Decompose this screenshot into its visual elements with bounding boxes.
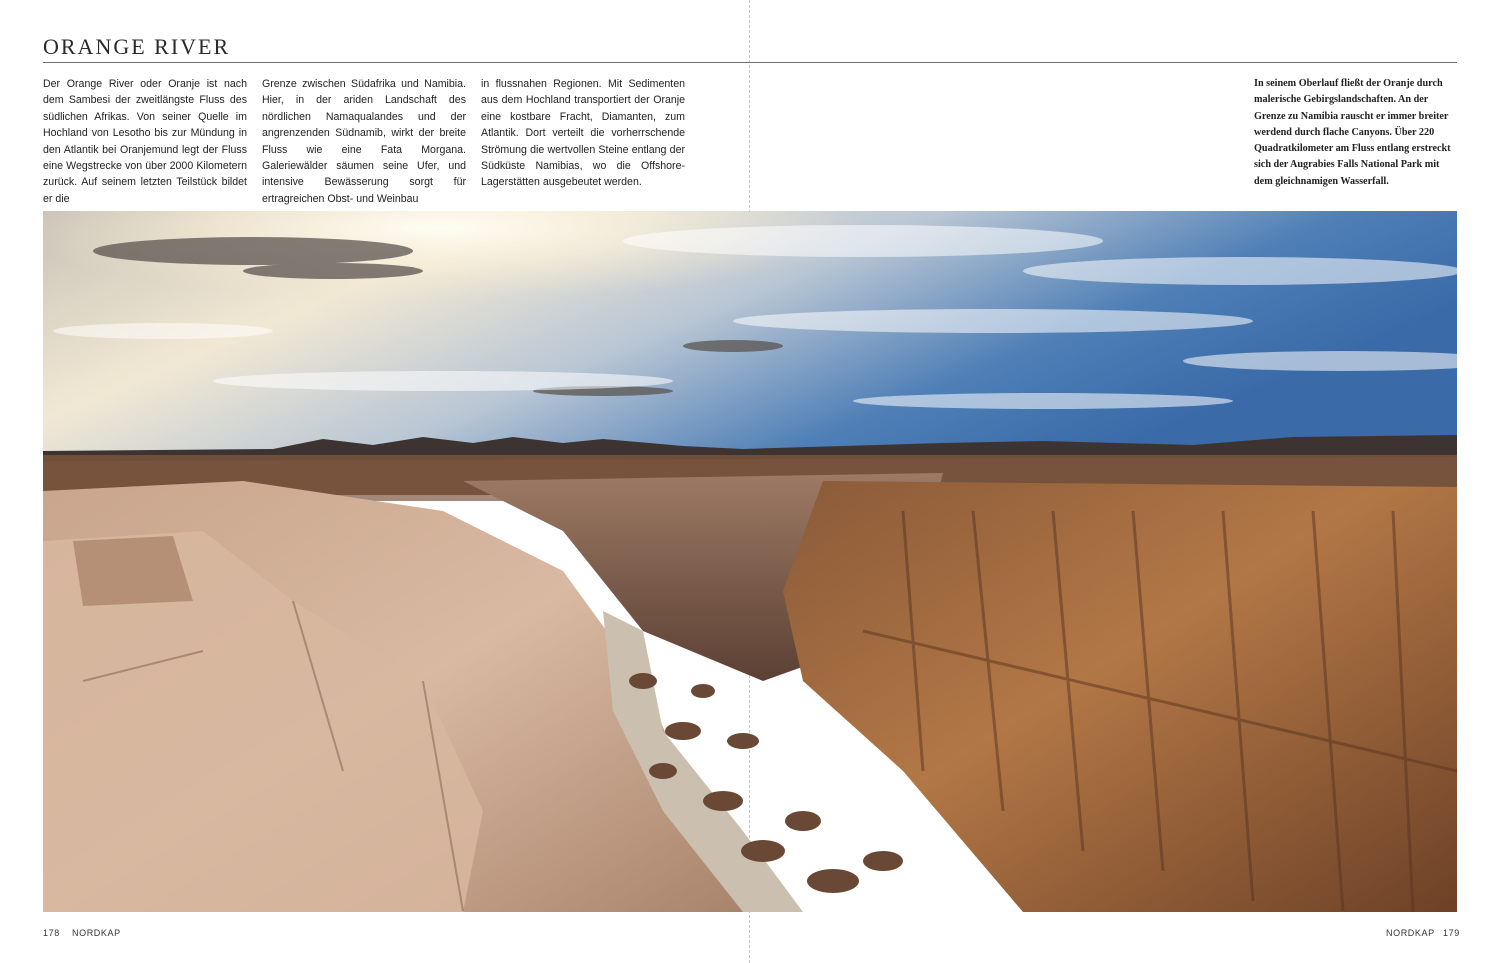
photo-caption: In seinem Oberlauf fließt der Oranje durch malerische Gebirgslandschaften. An der Grenze zu Namibia rauscht er immer breiter werdend durch flache Canyons. Über 220 Quadratkilometer am Fluss entlang erstreckt sich der Augrabies Falls National Park mit dem gleichnamigen Wasserfall. xyxy=(1254,78,1451,187)
body-column-2: Grenze zwischen Südafrika und Namibia. Hier, in der ariden Landschaft des nördlichen Namaqualandes und der angrenzenden Südnamib, wirkt der breite Fluss wie eine Fata Morgana. Galeriewälder säumen seine Ufer, und intensive Bewässerung sorgt für ertragreichen Obst- und Weinbau xyxy=(262,78,466,205)
title-rule xyxy=(43,62,1457,63)
page-number-left: 178 xyxy=(43,928,60,938)
page-number-right: 179 xyxy=(1443,928,1460,938)
running-head-left: NORDKAP xyxy=(72,928,121,938)
article-title: ORANGE RIVER xyxy=(43,34,231,59)
body-column-3: in flussnahen Regionen. Mit Sedimenten aus dem Hochland transportiert der Oranje eine kostbare Fracht, Diamanten, zum Atlantik. Dort verteilt die vorherrschende Strömung die wertvollen Steine entlang der Südküste Namibias, wo die Offshore-Lagerstätten ausgebeutet werden. xyxy=(481,78,685,189)
body-column-1: Der Orange River oder Oranje ist nach dem Sambesi der zweitlängste Fluss des südlichen Afrikas. Von seiner Quelle im Hochland von Lesotho bis zur Mündung in den Atlantik bei Oranjemund legt der Fluss eine Wegstrecke von über 2000 Kilometern zurück. Auf seinem letzten Teilstück bildet er die xyxy=(43,78,247,205)
canyon-landscape-photo xyxy=(43,211,1457,912)
running-head-right: NORDKAP xyxy=(1386,928,1435,938)
